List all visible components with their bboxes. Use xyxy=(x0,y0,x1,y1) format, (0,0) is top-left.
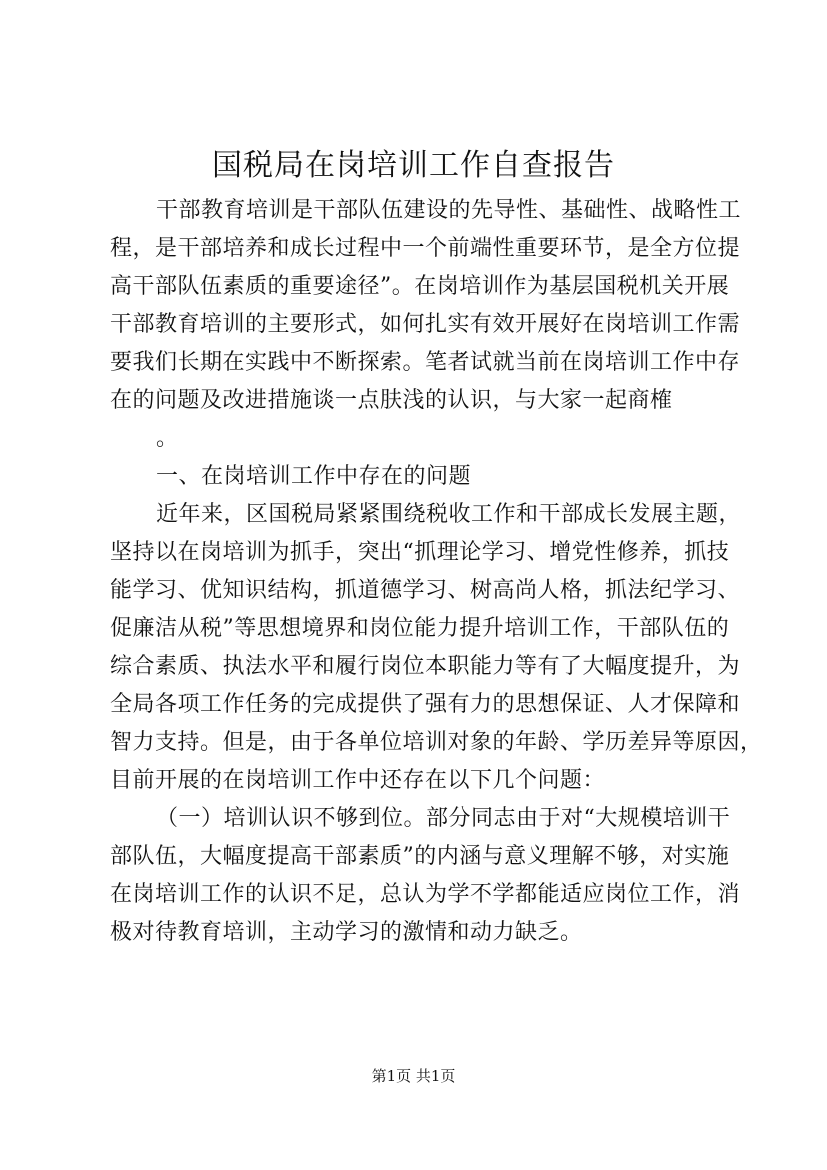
text-line: 智力支持。但是，由于各单位培训对象的年龄、学历差异等原因， xyxy=(110,730,763,755)
text-line: 极对待教育培训，主动学习的激情和动力缺乏。 xyxy=(110,920,583,945)
text-line: 能学习、优知识结构，抓道德学习、树高尚人格，抓法纪学习、 xyxy=(110,578,741,603)
text-line: 要我们长期在实践中不断探索。笔者试就当前在岗培训工作中存 xyxy=(110,350,741,375)
text-line: 近年来，区国税局紧紧围绕税收工作和干部成长发展主题， xyxy=(156,502,742,527)
text-line: 。 xyxy=(156,426,179,451)
text-line: 全局各项工作任务的完成提供了强有力的思想保证、人才保障和 xyxy=(110,692,741,717)
text-line: 部队伍，大幅度提高干部素质”的内涵与意义理解不够，对实施 xyxy=(110,844,730,869)
text-line: 在的问题及改进措施谈一点肤浅的认识，与大家一起商榷 xyxy=(110,388,673,413)
page-footer: 第1页 共1页 xyxy=(371,1067,456,1085)
document-body xyxy=(110,192,763,952)
text-line: 干部教育培训是干部队伍建设的先导性、基础性、战略性工 xyxy=(156,198,742,223)
text-line: 在岗培训工作的认识不足，总认为学不学都能适应岗位工作，消 xyxy=(110,882,741,907)
subsection-heading: （一）培训认识不够到位。部分同志由于对“大规模培训干 xyxy=(156,806,731,831)
text-line: 坚持以在岗培训为抓手，突出“抓理论学习、增党性修养，抓技 xyxy=(110,540,730,565)
text-line: 高干部队伍素质的重要途径”。在岗培训作为基层国税机关开展 xyxy=(110,274,730,299)
text-line: 促廉洁从税”等思想境界和岗位能力提升培训工作，干部队伍的 xyxy=(110,616,730,641)
text-line: 干部教育培训的主要形式，如何扎实有效开展好在岗培训工作需 xyxy=(110,312,741,337)
text-line: 综合素质、执法水平和履行岗位本职能力等有了大幅度提升，为 xyxy=(110,654,741,679)
text-line: 程，是干部培养和成长过程中一个前端性重要环节，是全方位提 xyxy=(110,236,741,261)
document-title: 国税局在岗培训工作自查报告 xyxy=(212,148,615,183)
text-line: 目前开展的在岗培训工作中还存在以下几个问题： xyxy=(110,768,606,793)
section-heading: 一、在岗培训工作中存在的问题 xyxy=(156,464,472,489)
